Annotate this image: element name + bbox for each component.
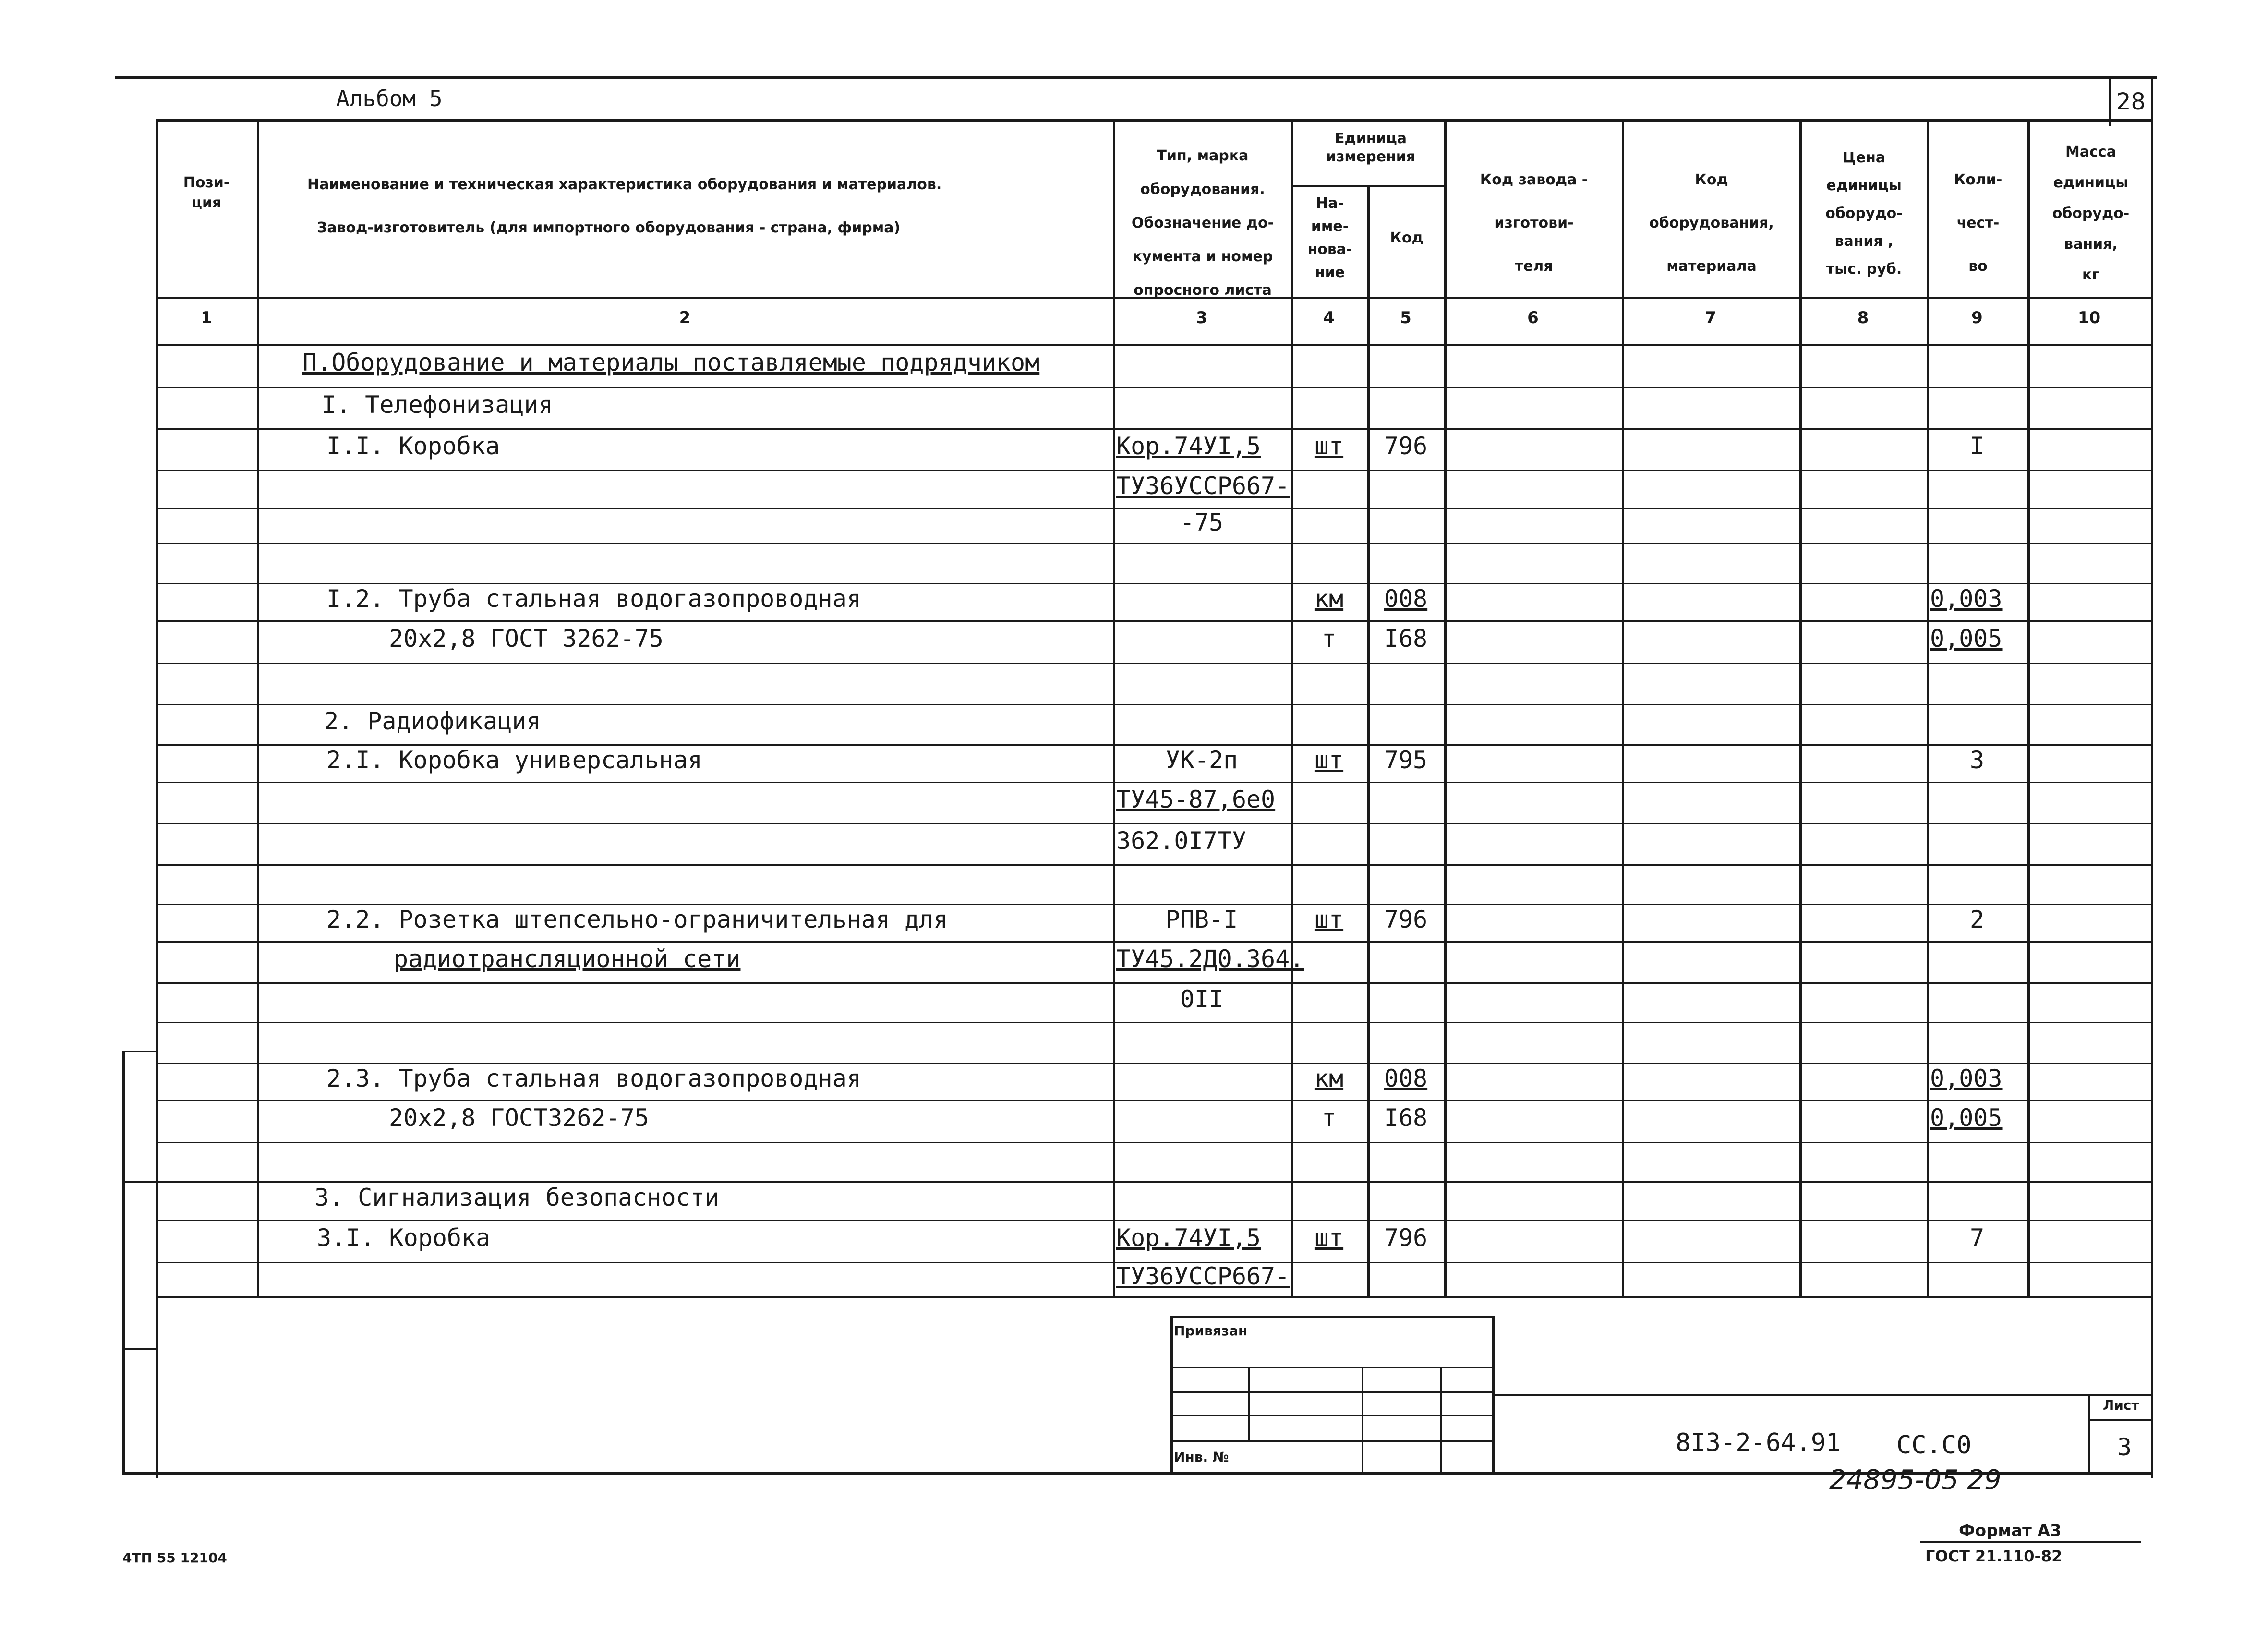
binding-strip-rule [122, 1051, 158, 1052]
row-name: 2.3. Труба стальная водогазопроводная [326, 1064, 861, 1092]
row-quantity: 2 [1969, 906, 1985, 933]
page-corner-number: 28 [2116, 88, 2146, 115]
header-price: Цена единицы оборудо- вания , тыс. руб. [1825, 149, 1903, 278]
row-name: П.Оборудование и материалы поставляемые подрядчиком [302, 349, 1040, 376]
row-rule [156, 823, 2153, 824]
column-number: 10 [2077, 308, 2101, 327]
binding-strip-rule [122, 1181, 158, 1183]
row-name: радиотрансляционной сети [394, 945, 741, 973]
column-number: 3 [1196, 308, 1207, 327]
footer-left: 4ТП 55 12104 [122, 1550, 227, 1566]
row-code: I68 [1384, 1104, 1428, 1132]
row-name: I.I. Коробка [326, 432, 500, 460]
row-rule [156, 663, 2153, 664]
header-quantity: Коли- чест- во [1954, 171, 2003, 275]
stamp-rule [1170, 1391, 1494, 1393]
row-rule [156, 864, 2153, 866]
header-equipment-code: Код оборудования, материала [1649, 171, 1774, 275]
row-rule [156, 543, 2153, 544]
row-name: 3.I. Коробка [317, 1224, 491, 1252]
row-type: ТУ36УССР667- [1116, 1262, 1290, 1290]
row-type: ТУ45.2Д0.364. [1116, 945, 1304, 973]
row-code: 008 [1384, 585, 1428, 613]
column-number: 7 [1705, 308, 1716, 327]
row-rule [156, 428, 2153, 430]
row-rule [156, 1220, 2153, 1221]
row-name: I.2. Труба стальная водогазопроводная [326, 585, 861, 613]
binding-strip-rule [122, 1348, 158, 1350]
row-quantity: 0,003 [1930, 1064, 2003, 1092]
row-rule [156, 1181, 2153, 1183]
row-rule [156, 782, 2153, 783]
number-row-bottom-rule [156, 344, 2153, 346]
row-name: 2.I. Коробка универсальная [326, 746, 702, 774]
gost-label: ГОСТ 21.110-82 [1925, 1547, 2063, 1565]
row-quantity: 3 [1969, 746, 1985, 774]
row-name: 20х2,8 ГОСТ3262-75 [389, 1104, 649, 1132]
row-rule [156, 387, 2153, 388]
row-quantity: 0,005 [1930, 625, 2003, 653]
stamp-rule [1170, 1415, 1494, 1416]
stamp-rule [1492, 1316, 1495, 1472]
handwritten-number: 24895-05 29 [1829, 1464, 2002, 1496]
album-label: Альбом 5 [336, 85, 443, 111]
row-rule [156, 941, 2153, 943]
row-unit: км [1314, 1064, 1344, 1092]
row-code: 796 [1384, 432, 1428, 460]
stamp-rule [1170, 1316, 1173, 1472]
header-maker-code: Код завода - изготови- теля [1480, 171, 1588, 275]
stamp-rule [1492, 1394, 2153, 1396]
row-rule [156, 982, 2153, 984]
row-rule [156, 1022, 2153, 1023]
row-rule [156, 1296, 2153, 1298]
row-quantity: 7 [1969, 1224, 1985, 1252]
header-position: Пози- ция [183, 174, 230, 211]
column-number: 2 [679, 308, 691, 327]
row-quantity: 0,005 [1930, 1104, 2003, 1132]
column-rule [1927, 119, 1929, 1296]
column-number: 4 [1323, 308, 1335, 327]
row-rule [156, 1100, 2153, 1101]
row-quantity: 0,003 [1930, 585, 2003, 613]
row-code: 795 [1384, 746, 1428, 774]
header-unit-name: На- име- нова- ние [1307, 195, 1352, 281]
stamp-rule [1170, 1316, 1494, 1318]
binding-strip-outer [122, 1051, 125, 1474]
column-rule [257, 119, 259, 1296]
row-type: УК-2п [1165, 746, 1238, 774]
column-rule [2027, 119, 2030, 1296]
row-name: I. Телефонизация [322, 391, 553, 419]
column-number: 9 [1971, 308, 1983, 327]
sheet-number: 3 [2117, 1433, 2132, 1461]
stamp-rule [2088, 1394, 2090, 1472]
row-unit: шт [1314, 906, 1344, 933]
header-unit-code: Код [1390, 230, 1424, 246]
row-type: РПВ-I [1165, 906, 1238, 933]
sheet-label: Лист [2103, 1397, 2139, 1413]
row-code: 796 [1384, 906, 1428, 933]
stamp-rule [1440, 1367, 1442, 1472]
row-rule [156, 1142, 2153, 1143]
column-number: 6 [1527, 308, 1539, 327]
column-rule [1444, 119, 1447, 1296]
row-name: 2.2. Розетка штепсельно-ограничительная для [326, 906, 948, 933]
row-type: ТУ45-87,6е0 [1116, 786, 1276, 813]
row-code: I68 [1384, 625, 1428, 653]
row-unit: км [1314, 585, 1344, 613]
stamp-rule [1248, 1367, 1250, 1440]
row-name: 3. Сигнализация безопасности [314, 1184, 719, 1211]
row-unit: т [1321, 625, 1337, 653]
footer-rule [1920, 1541, 2141, 1543]
column-number: 8 [1857, 308, 1869, 327]
row-type: -75 [1180, 508, 1224, 536]
header-name: Наименование и техническая характеристика оборудования и материалов. Завод-изготовитель (для импортного оборудования - страна, фирма) [307, 176, 942, 236]
row-rule [156, 704, 2153, 705]
privyazan-label: Привязан [1174, 1323, 1248, 1339]
column-number: 1 [201, 308, 212, 327]
row-type: Кор.74УI,5 [1116, 432, 1261, 460]
table-right-border [2151, 119, 2153, 1478]
format-label: Формат А3 [1959, 1521, 2062, 1540]
row-rule [156, 620, 2153, 622]
row-type: 362.0I7ТУ [1116, 827, 1246, 855]
document-code: 8I3-2-64.91 [1676, 1428, 1841, 1457]
row-name: 2. Радиофикация [324, 707, 541, 735]
inventory-label: Инв. № [1174, 1449, 1229, 1465]
row-unit: шт [1314, 432, 1344, 460]
row-code: 008 [1384, 1064, 1428, 1092]
stamp-rule [1170, 1367, 1494, 1368]
row-code: 796 [1384, 1224, 1428, 1252]
binding-strip-inner [156, 1051, 158, 1474]
header-mass: Масса единицы оборудо- вания, кг [2052, 144, 2130, 283]
row-type: ТУ36УССР667- [1116, 472, 1290, 500]
row-type: Кор.74УI,5 [1116, 1224, 1261, 1252]
row-quantity: I [1969, 432, 1985, 460]
table-top-border [156, 119, 2153, 122]
row-name: 20х2,8 ГОСТ 3262-75 [389, 625, 664, 653]
row-unit: шт [1314, 746, 1344, 774]
row-rule [156, 470, 2153, 471]
column-rule [1622, 119, 1624, 1296]
row-type: 0II [1180, 985, 1224, 1013]
header-unit: Единица измерения [1326, 130, 1416, 165]
column-number: 5 [1400, 308, 1411, 327]
row-unit: т [1321, 1104, 1337, 1132]
stamp-rule [1362, 1367, 1363, 1472]
row-unit: шт [1314, 1224, 1344, 1252]
stamp-rule [1170, 1440, 1494, 1442]
document-suffix: СС.С0 [1896, 1431, 1972, 1460]
stamp-rule [2088, 1419, 2153, 1421]
header-type: Тип, марка оборудования. Обозначение до- кумента и номер опросного листа [1131, 147, 1274, 299]
column-rule [1799, 119, 1802, 1296]
